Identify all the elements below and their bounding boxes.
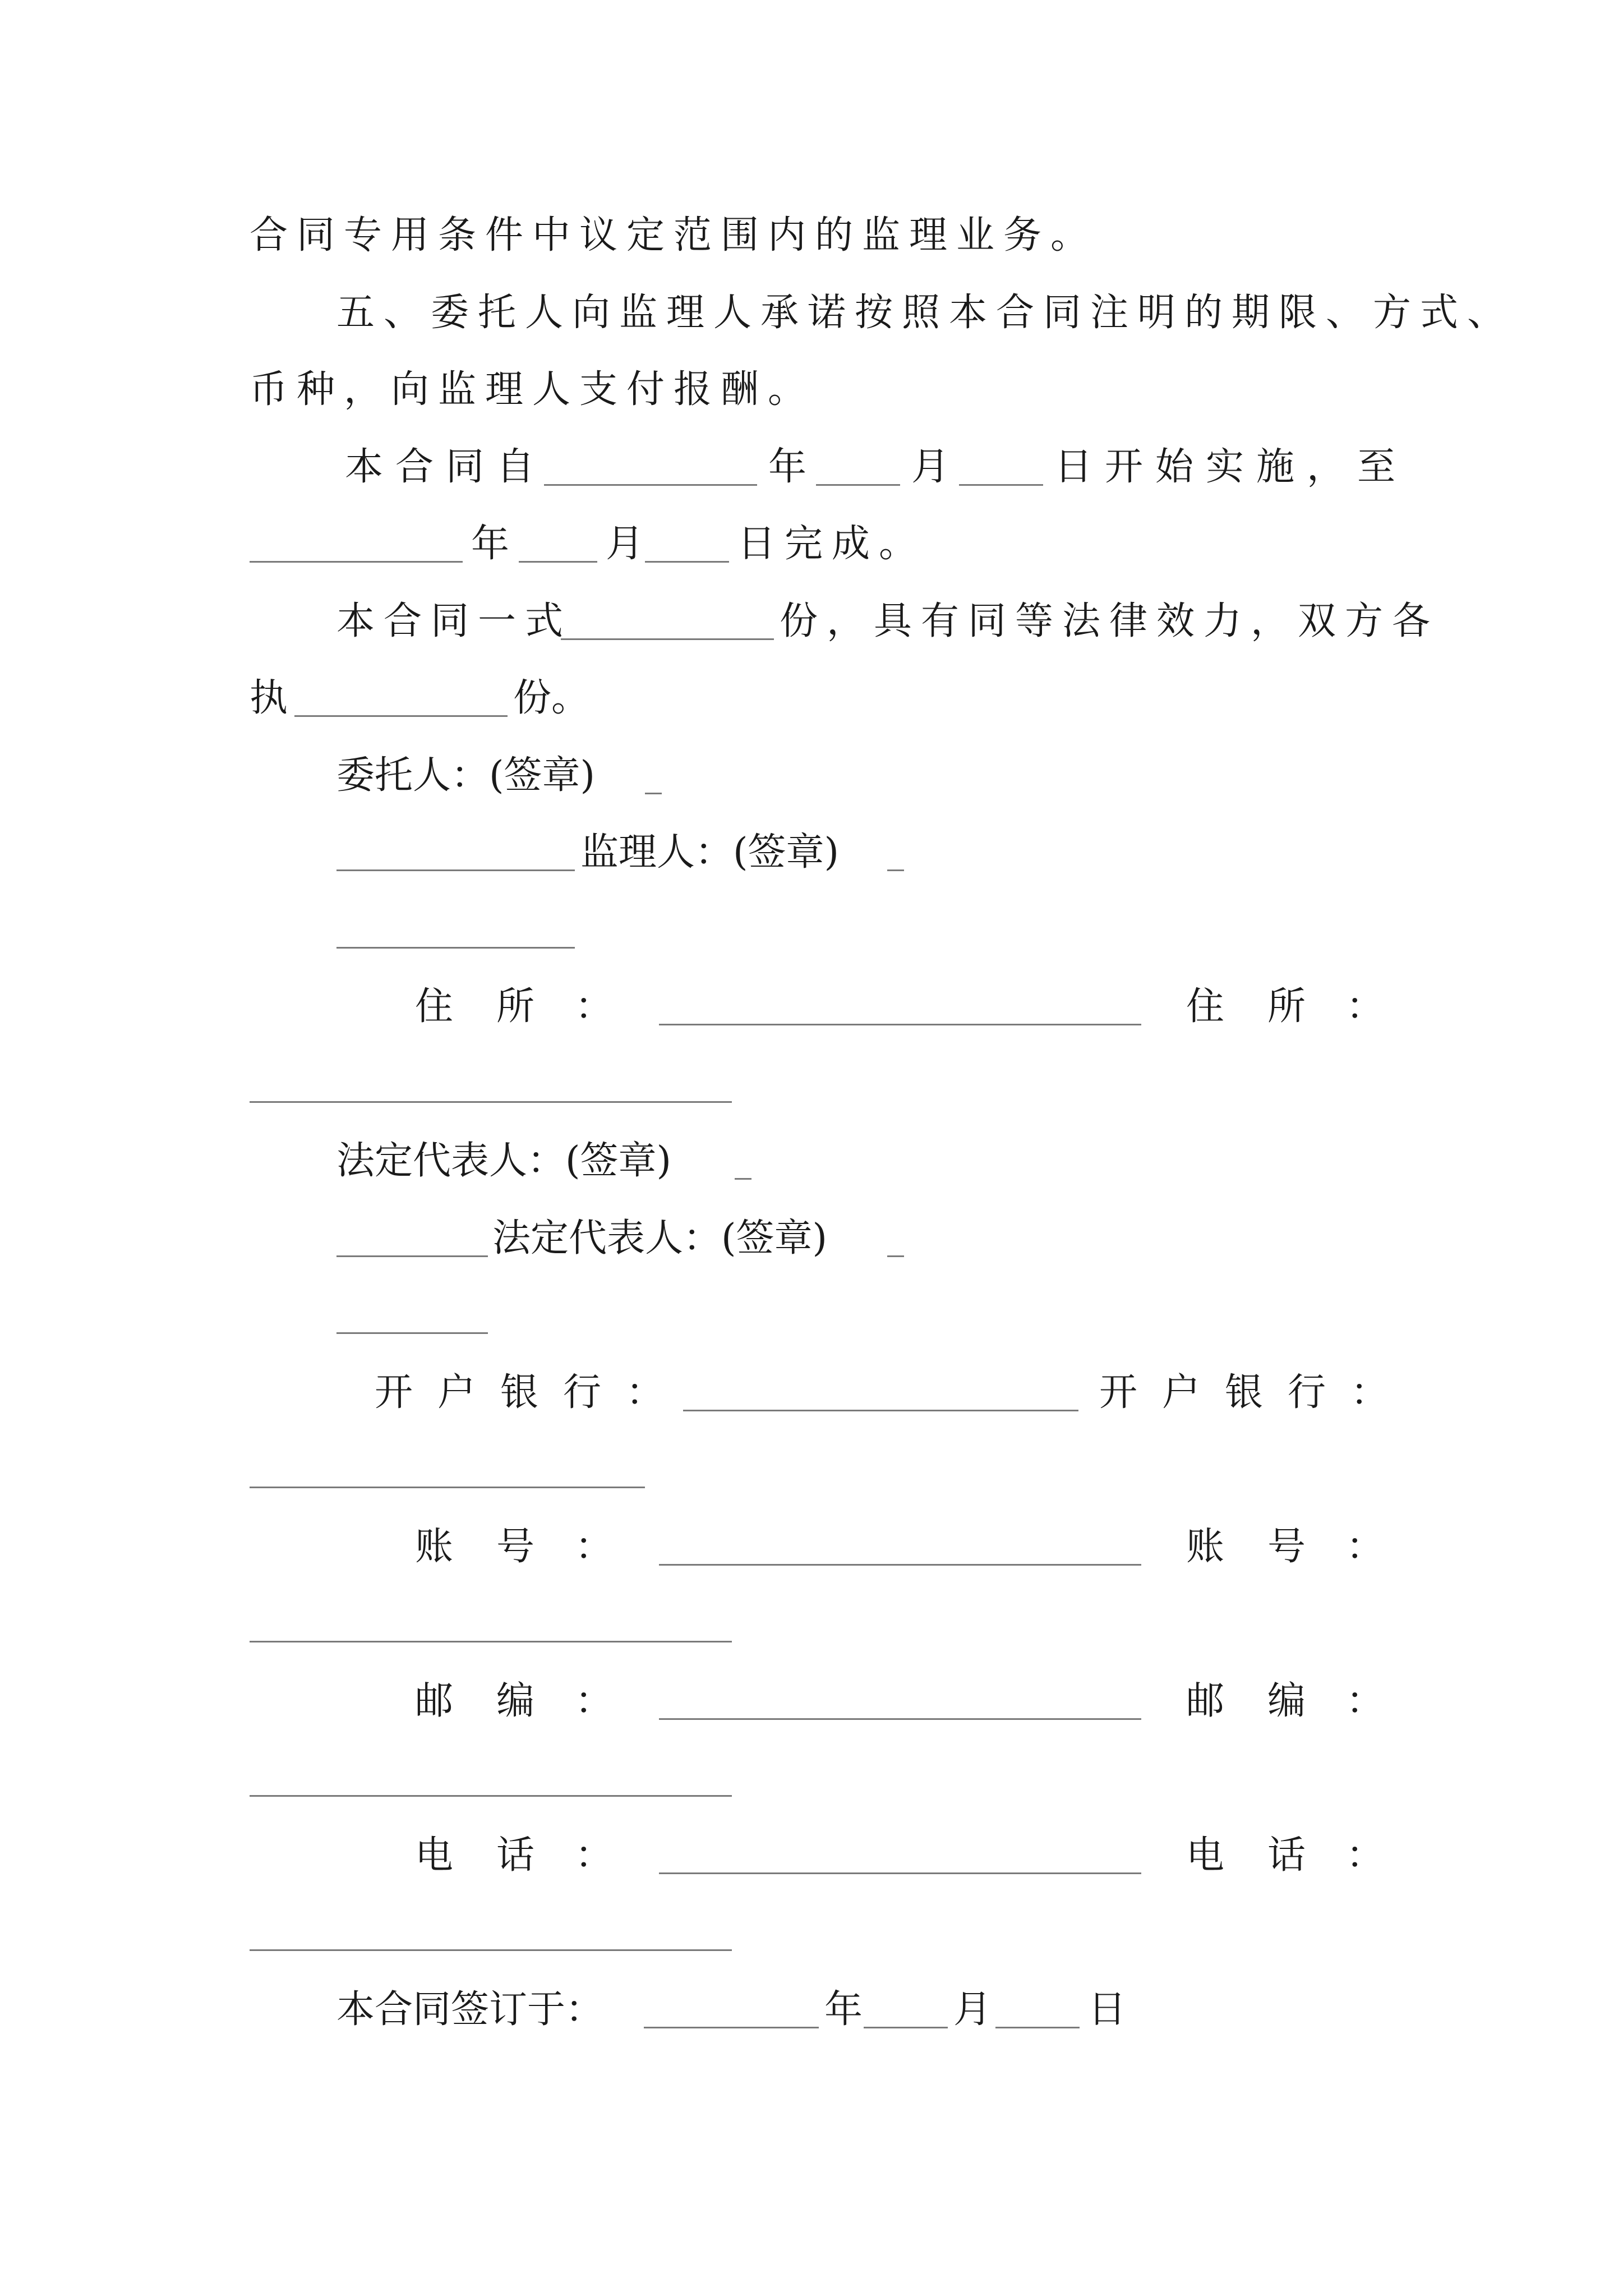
client-legal-rep-label: 法定代表人：(签章) xyxy=(336,1139,672,1183)
supervisor-postcode-blank[interactable] xyxy=(250,1795,732,1797)
bank-label: 开户银行： xyxy=(1099,1370,1414,1415)
term-month-label: 月 xyxy=(911,445,950,489)
signed-day-blank[interactable] xyxy=(995,2027,1080,2028)
legal-rep-line xyxy=(0,1133,1623,1195)
term-start-suffix: 日开始实施，至 xyxy=(1054,445,1408,489)
supervisor-legal-rep-blank[interactable] xyxy=(336,1332,488,1334)
signature-line xyxy=(0,825,1623,886)
term-end-suffix: 日完成。 xyxy=(737,522,926,566)
postcode-label-char1: 邮 xyxy=(415,1679,454,1723)
address-line xyxy=(0,979,1623,1041)
bank-label: 开户银行： xyxy=(375,1370,689,1415)
end-day-blank[interactable] xyxy=(645,561,729,563)
term-prefix: 本合同自 xyxy=(345,445,547,489)
phone-label-colon: ： xyxy=(575,1833,614,1878)
supervisor-legal-rep-label: 法定代表人：(签章) xyxy=(492,1216,828,1260)
client-phone-blank[interactable] xyxy=(659,1872,1141,1874)
postcode-label-char2: 编 xyxy=(496,1679,535,1723)
phone-label-char1: 电 xyxy=(1186,1833,1225,1878)
start-month-blank[interactable] xyxy=(816,484,900,486)
postcode-label-char2: 编 xyxy=(1267,1679,1306,1723)
account-label-char2: 号 xyxy=(496,1525,535,1569)
postcode-label-colon: ： xyxy=(1346,1679,1385,1723)
term-month2-label: 月 xyxy=(606,522,644,566)
client-signature-label: 委托人：(签章) xyxy=(336,753,596,798)
address-label-char2: 所 xyxy=(1267,984,1306,1029)
address-label-char1: 住 xyxy=(1186,984,1225,1029)
start-day-blank[interactable] xyxy=(959,484,1043,486)
copies-each-blank[interactable] xyxy=(294,715,508,717)
account-line xyxy=(0,1596,1623,1658)
account-label-colon: ： xyxy=(575,1525,614,1569)
term-year2-label: 年 xyxy=(471,522,510,566)
copies-suffix: 份，具有同等法律效力，双方各 xyxy=(780,599,1440,643)
client-signature-blank[interactable] xyxy=(336,869,575,871)
client-legal-rep-blank[interactable] xyxy=(336,1255,488,1257)
phone-label-char1: 电 xyxy=(415,1833,454,1878)
account-line xyxy=(0,1519,1623,1581)
copies-line xyxy=(0,593,1623,655)
signed-year-blank[interactable] xyxy=(644,2027,819,2028)
account-label-char1: 账 xyxy=(415,1525,454,1569)
address-line xyxy=(0,1056,1623,1118)
postcode-line xyxy=(0,1750,1623,1812)
copies-line xyxy=(0,670,1623,732)
client-account-blank[interactable] xyxy=(659,1564,1141,1566)
signature-line xyxy=(0,748,1623,809)
copies-total-blank[interactable] xyxy=(561,638,774,640)
contract-term-line xyxy=(0,439,1623,501)
term-year-label: 年 xyxy=(768,445,807,489)
supervisor-signature-label: 监理人：(签章) xyxy=(580,830,840,875)
client-postcode-blank[interactable] xyxy=(659,1718,1141,1720)
signature-line xyxy=(0,902,1623,964)
signed-month-blank[interactable] xyxy=(864,2027,948,2028)
text-line xyxy=(0,285,1623,347)
payment-clause-line2: 币种，向监理人支付报酬。 xyxy=(250,367,815,412)
address-label-char1: 住 xyxy=(415,984,454,1029)
account-label-colon: ： xyxy=(1346,1525,1385,1569)
supervisor-account-blank[interactable] xyxy=(250,1641,732,1642)
phone-label-char2: 话 xyxy=(1267,1833,1306,1878)
supervisor-phone-blank[interactable] xyxy=(250,1949,732,1951)
postcode-label-char1: 邮 xyxy=(1186,1679,1225,1723)
client-address-blank[interactable] xyxy=(659,1024,1141,1025)
payment-clause-line1: 五、委托人向监理人承诺按照本合同注明的期限、方式、 xyxy=(336,291,1515,335)
copies-each-prefix: 执 xyxy=(250,676,288,720)
legal-rep-line xyxy=(0,1211,1623,1272)
bank-line xyxy=(0,1442,1623,1503)
scope-sentence: 合同专用条件中议定范围内的监理业务。 xyxy=(250,213,1098,257)
copies-each-suffix: 份。 xyxy=(513,676,590,720)
text-line xyxy=(0,362,1623,424)
legal-rep-line xyxy=(0,1287,1623,1349)
supervisor-signature-blank[interactable] xyxy=(336,947,575,949)
phone-label-char2: 话 xyxy=(496,1833,535,1878)
account-label-char1: 账 xyxy=(1186,1525,1225,1569)
address-label-colon: ： xyxy=(1346,984,1385,1029)
signed-month-label: 月 xyxy=(953,1987,992,2032)
account-label-char2: 号 xyxy=(1267,1525,1306,1569)
start-year-blank[interactable] xyxy=(544,484,757,486)
contract-term-line xyxy=(0,516,1623,578)
postcode-label-colon: ： xyxy=(575,1679,614,1723)
phone-line xyxy=(0,1904,1623,1966)
end-year-blank[interactable] xyxy=(250,561,463,563)
signed-date-prefix: 本合同签订于： xyxy=(336,1987,604,2032)
signed-date-line xyxy=(0,1982,1623,2044)
address-label-colon: ： xyxy=(575,984,614,1029)
copies-prefix: 本合同一式 xyxy=(336,599,573,643)
supervisor-address-blank[interactable] xyxy=(250,1101,732,1103)
signed-day-label: 日 xyxy=(1088,1987,1127,2032)
supervisor-legal-rep-blank[interactable] xyxy=(887,1255,904,1257)
end-month-blank[interactable] xyxy=(519,561,597,563)
client-legal-rep-blank[interactable] xyxy=(735,1178,751,1180)
phone-label-colon: ： xyxy=(1346,1833,1385,1878)
phone-line xyxy=(0,1828,1623,1889)
bank-line xyxy=(0,1365,1623,1427)
client-bank-blank[interactable] xyxy=(683,1410,1078,1411)
signed-year-label: 年 xyxy=(824,1987,863,2032)
postcode-line xyxy=(0,1673,1623,1735)
supervisor-signature-blank[interactable] xyxy=(887,869,904,871)
text-line xyxy=(0,208,1623,269)
address-label-char2: 所 xyxy=(496,984,535,1029)
client-signature-blank[interactable] xyxy=(645,793,662,794)
supervisor-bank-blank[interactable] xyxy=(250,1487,645,1488)
